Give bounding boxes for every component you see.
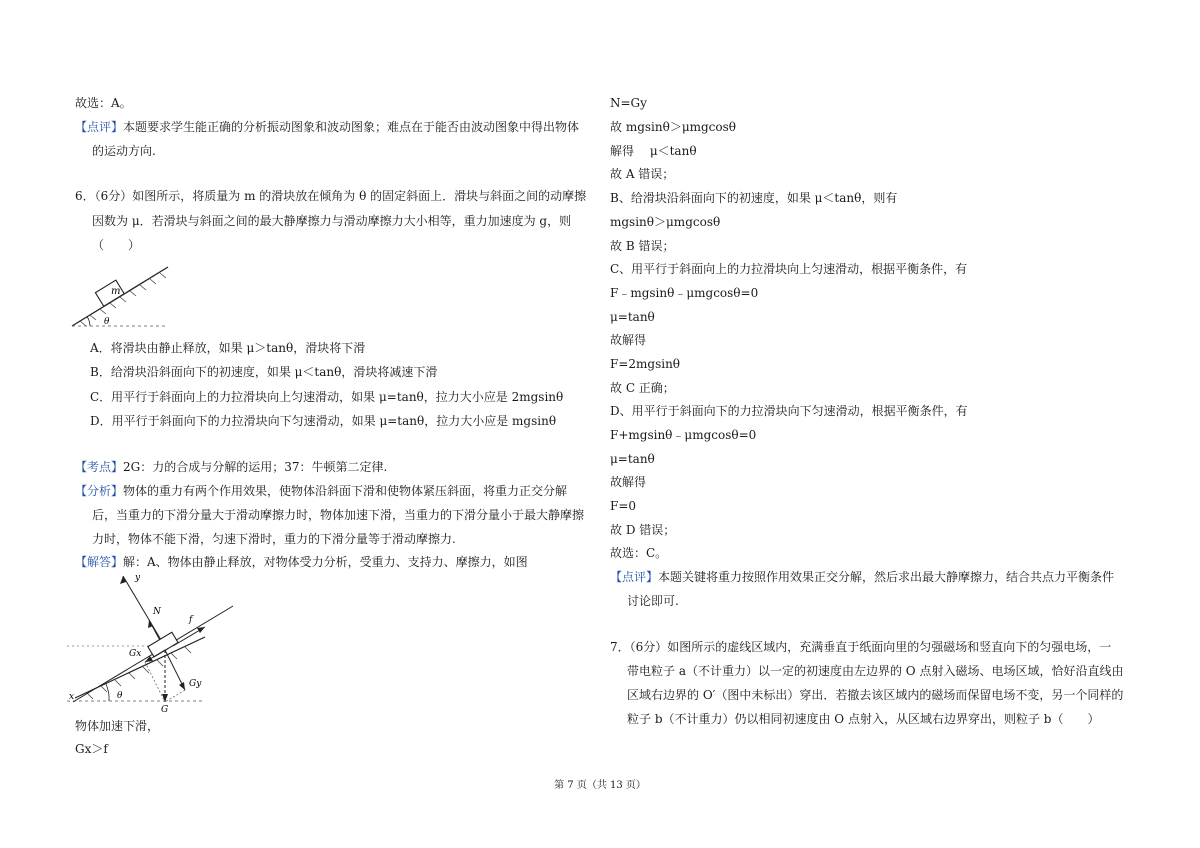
eq-line-6: mgsinθ＞μmgcosθ (610, 215, 721, 229)
gy-label: Gy (189, 679, 202, 689)
question-7-line1: 7．（6分）如图所示的虚线区域内，充满垂直于纸面向里的匀强磁场和竖直向下的匀强电场，一 (610, 640, 1112, 654)
eq-line-18: F=0 (610, 499, 637, 513)
friction-label: f (189, 615, 193, 625)
c-analysis: C、用平行于斜面向上的力拉滑块向上匀速滑动，根据平衡条件，有 (610, 262, 968, 276)
eq-line-9: F﹣mgsinθ﹣μmgcosθ=0 (610, 286, 759, 300)
y-axis-label: y (135, 573, 141, 583)
comment-paragraph (75, 119, 579, 135)
solve-line-c: 故解得 (610, 333, 647, 347)
comment-paragraph-2 (610, 569, 1114, 585)
solution-tag: 【解答】 (75, 555, 124, 569)
final-answer: 故选：C。 (610, 546, 668, 560)
b-wrong: 故 B 错误； (610, 239, 675, 253)
question-6-line2: 因数为 μ．若滑块与斜面之间的最大静摩擦力与滑动摩擦力大小相等，重力加速度为 g，则 (92, 214, 572, 228)
solution-text: 解：A、物体由静止释放，对物体受力分析，受重力、支持力、摩擦力，如图 (123, 555, 528, 569)
gx-label: Gx (129, 649, 142, 659)
force-diagram (65, 568, 245, 716)
comment-text-2: 本题关键将重力按照作用效果正交分解，然后求出最大静摩擦力，结合共点力平衡条件 (658, 570, 1115, 584)
d-analysis: D、用平行于斜面向下的力拉滑块向下匀速滑动，根据平衡条件，有 (610, 404, 968, 418)
analysis-text: 物体的重力有两个作用效果，使物体沿斜面下滑和使物体紧压斜面，将重力正交分解 (123, 484, 568, 498)
answer-line: 故选：A。 (75, 96, 132, 110)
eq-line-10: μ=tanθ (610, 310, 655, 324)
angle-theta-label: θ (117, 691, 123, 701)
x-axis-label: x (69, 692, 75, 702)
comment-tag: 【点评】 (75, 120, 124, 134)
knowledge-point (75, 459, 387, 475)
d-wrong: 故 D 错误； (610, 523, 676, 537)
question-6-line1: 6．（6分）如图所示，将质量为 m 的滑块放在倾角为 θ 的固定斜面上．滑块与斜面之间的动摩擦 (75, 189, 587, 203)
analysis-tag: 【分析】 (75, 484, 124, 498)
b-analysis: B、给滑块沿斜面向下的初速度，如果 μ＜tanθ，则有 (610, 191, 898, 205)
eq-line-12: F=2mgsinθ (610, 357, 681, 371)
option-c: C．用平行于斜面向上的力拉滑块向上匀速滑动，如果 μ=tanθ，拉力大小应是 2mgsinθ (90, 390, 564, 404)
eq-line-2: 故 mgsinθ＞μmgcosθ (610, 120, 737, 134)
analysis-text-cont1: 后，当重力的下滑分量大于滑动摩擦力时，物体加速下滑，当重力的下滑分量小于最大静摩擦 (92, 508, 585, 522)
gravity-label: G (161, 705, 169, 715)
question-6-line3: （ ） (92, 238, 141, 252)
normal-force-label: N (153, 607, 161, 617)
question-7-line4: 粒子 b（不计重力）仍以相同初速度由 O 点射入，从区域右边界穿出，则粒子 b（ ） (627, 712, 1100, 726)
eq-line-15: F+mgsinθ﹣μmgcosθ=0 (610, 428, 757, 442)
eq-n-gy: N=Gy (610, 96, 647, 110)
comment-text-2-cont: 讨论即可. (627, 594, 679, 608)
c-correct: 故 C 正确； (610, 381, 675, 395)
knowledge-tag: 【考点】 (75, 460, 124, 474)
accel-line: 物体加速下滑， (75, 719, 160, 733)
knowledge-text: 2G：力的合成与分解的运用；37：牛顿第二定律. (123, 460, 388, 474)
eq-line-3: 解得 μ＜tanθ (610, 144, 697, 158)
analysis-text-cont2: 力时，物体不能下滑，匀速下滑时，重力的下滑分量等于滑动摩擦力. (92, 532, 456, 546)
question-7-line3: 区域右边界的 O′（图中未标出）穿出．若撤去该区域内的磁场而保留电场不变，另一个同样的 (627, 688, 1124, 702)
analysis-paragraph (75, 483, 567, 499)
comment-tag-2: 【点评】 (610, 570, 659, 584)
gx-compare-line: Gx＞f (75, 742, 108, 756)
option-b: B．给滑块沿斜面向下的初速度，如果 μ＜tanθ，滑块将减速下滑 (90, 365, 438, 379)
comment-text: 本题要求学生能正确的分析振动图象和波动图象；难点在于能否由波动图象中得出物体 (123, 120, 580, 134)
page-footer: 第 7 页（共 13 页） (554, 780, 646, 791)
question-7-line2: 带电粒子 a（不计重力）以一定的初速度由左边界的 O 点射入磁场、电场区域，恰好沿直线由 (627, 664, 1124, 678)
option-d: D．用平行于斜面向下的力拉滑块向下匀速滑动，如果 μ=tanθ，拉力大小应是 mgsinθ (90, 414, 557, 428)
angle-label: θ (104, 317, 110, 327)
a-wrong: 故 A 错误； (610, 167, 675, 181)
eq-line-16: μ=tanθ (610, 452, 655, 466)
comment-text-cont: 的运动方向. (92, 144, 156, 158)
solve-line-d: 故解得 (610, 475, 647, 489)
incline-figure-1 (70, 260, 180, 332)
mass-label: m (111, 286, 121, 297)
option-a: A．将滑块由静止释放，如果 μ＞tanθ，滑块将下滑 (90, 341, 366, 355)
